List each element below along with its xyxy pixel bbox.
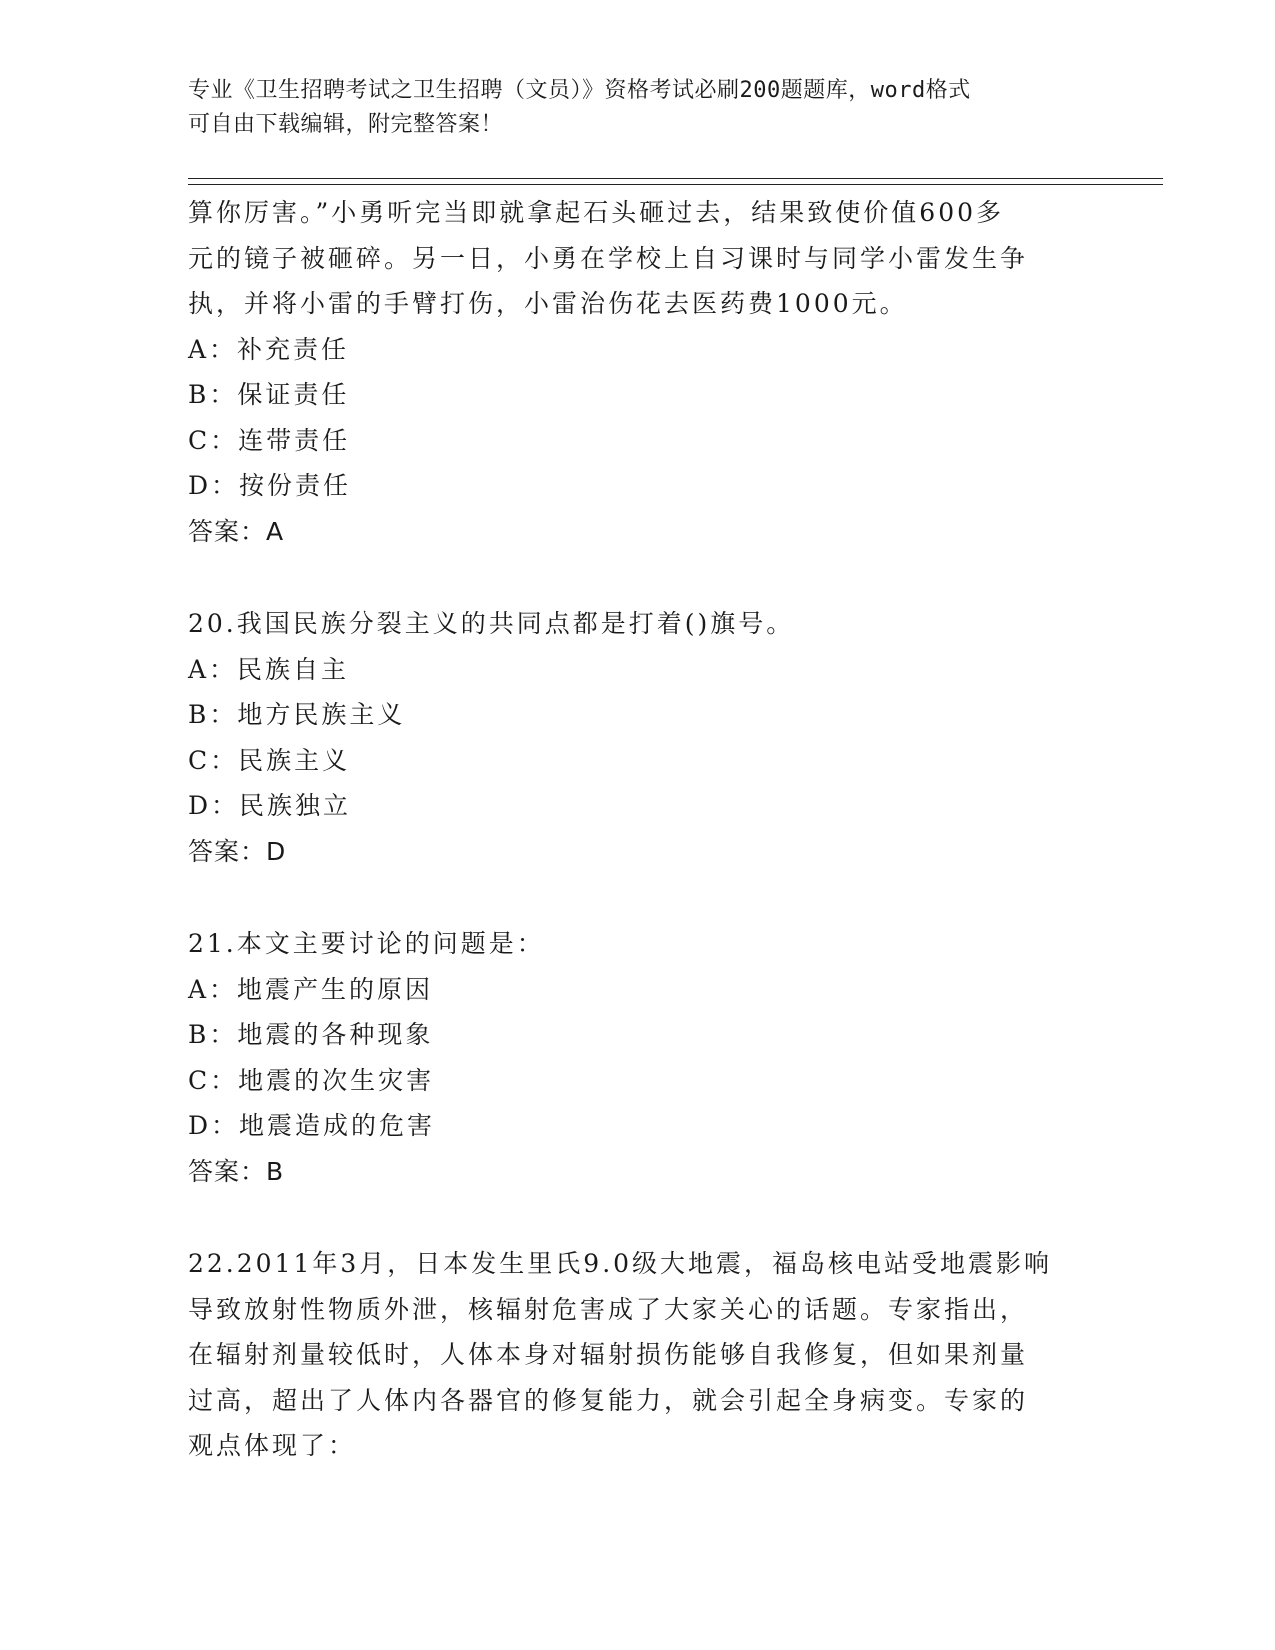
question-text-line: 观点体现了： xyxy=(188,1431,357,1460)
spacer xyxy=(188,874,1088,921)
option-b: B：地震的各种现象 xyxy=(188,1020,434,1049)
option-a: A：补充责任 xyxy=(188,334,350,364)
option-c: C：民族主义 xyxy=(188,745,351,775)
question-text-line: 22.2011年3月，日本发生里氏9.0级大地震，福岛核电站受地震影响 xyxy=(188,1249,1053,1278)
question-text-line: 在辐射剂量较低时，人体本身对辐射损伤能够自我修复，但如果剂量 xyxy=(188,1340,1029,1369)
question-20 xyxy=(188,601,1088,874)
header-divider-top xyxy=(188,178,1163,179)
header-title-line2: 可自由下载编辑，附完整答案！ xyxy=(188,112,504,137)
option-d: D：按份责任 xyxy=(188,471,352,500)
question-text-line: 20.我国民族分裂主义的共同点都是打着()旗号。 xyxy=(188,609,795,638)
answer-label: 答案：D xyxy=(188,836,287,866)
option-d: D：地震造成的危害 xyxy=(188,1111,436,1140)
option-b: B：保证责任 xyxy=(188,380,350,409)
question-text-line: 元的镜子被砸碎。另一日，小勇在学校上自习课时与同学小雷发生争 xyxy=(188,243,1029,273)
option-d: D：民族独立 xyxy=(188,791,352,820)
option-a: A：地震产生的原因 xyxy=(188,974,434,1004)
question-text-line: 导致放射性物质外泄，核辐射危害成了大家关心的话题。专家指出， xyxy=(188,1294,1029,1324)
header-title-line1: 专业《卫生招聘考试之卫生招聘（文员）》资格考试必刷200题题库，word格式 xyxy=(188,78,971,103)
spacer xyxy=(188,1194,1088,1241)
option-a: A：民族自主 xyxy=(188,654,350,684)
question-text-line: 21.本文主要讨论的问题是： xyxy=(188,929,545,958)
spacer xyxy=(188,554,1088,601)
option-b: B：地方民族主义 xyxy=(188,700,406,729)
option-c: C：连带责任 xyxy=(188,425,351,455)
answer-label: 答案：A xyxy=(188,516,285,546)
question-text-line: 执，并将小雷的手臂打伤，小雷治伤花去医药费1000元。 xyxy=(188,289,908,318)
option-c: C：地震的次生灾害 xyxy=(188,1065,435,1095)
question-22 xyxy=(188,1241,1088,1469)
page-header xyxy=(188,74,1088,142)
answer-label: 答案：B xyxy=(188,1156,285,1186)
question-19 xyxy=(188,190,1088,554)
question-text-line: 算你厉害。”小勇听完当即就拿起石头砸过去，结果致使价值600多 xyxy=(188,198,1005,227)
question-text-line: 过高，超出了人体内各器官的修复能力，就会引起全身病变。专家的 xyxy=(188,1385,1029,1415)
question-21 xyxy=(188,921,1088,1194)
question-content xyxy=(188,190,1088,1469)
header-divider-bottom xyxy=(188,184,1163,185)
